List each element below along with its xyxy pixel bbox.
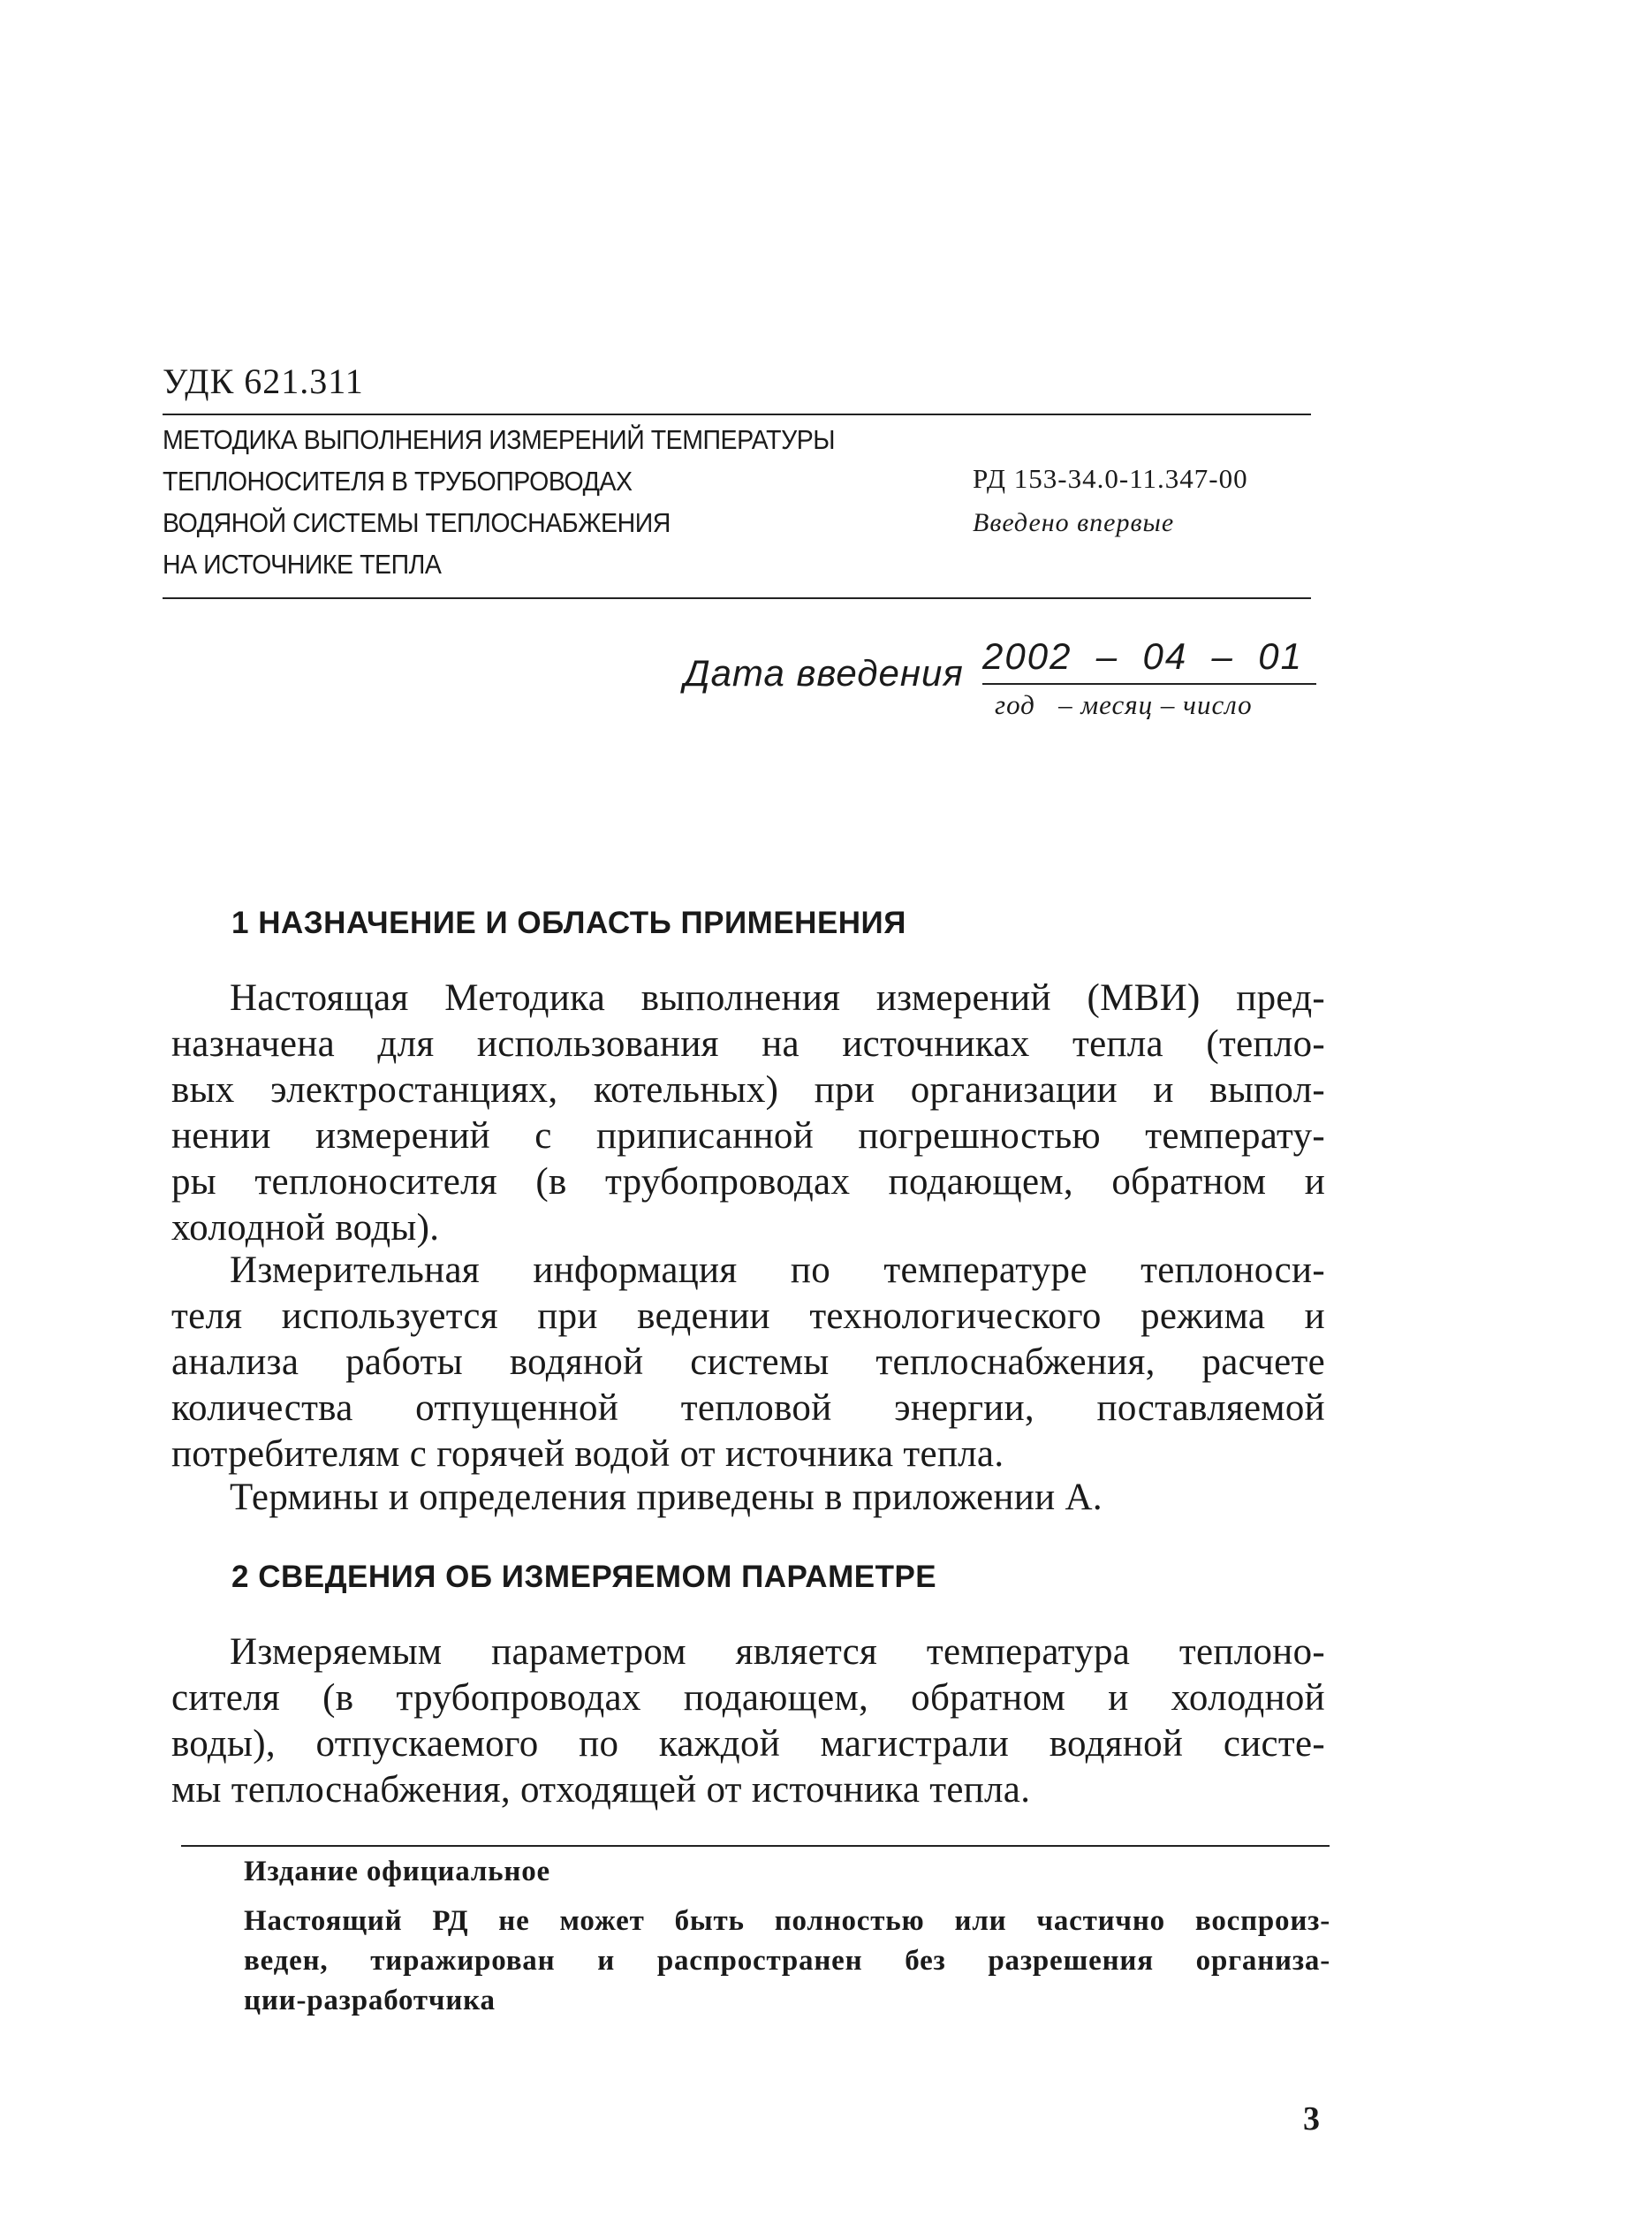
udk-code: УДК 621.311 xyxy=(163,361,364,401)
notice-line: веден, тиражирован и распространен без разрешения организа- xyxy=(244,1945,1330,1977)
paragraph-line: Термины и определения приведены в приложении А. xyxy=(230,1477,1103,1518)
date-caption: год – месяц – число xyxy=(995,689,1253,720)
paragraph-line: Настоящая Методика выполнения измерений (МВИ) пред- xyxy=(230,977,1325,1019)
copyright-notice xyxy=(244,1902,1330,2021)
paragraph-line: потребителям с горячей водой от источника тепла. xyxy=(171,1433,1004,1475)
date-label: Дата введения xyxy=(684,652,964,694)
date-value: 2002 – 04 – 01 xyxy=(982,635,1303,677)
paragraph-line: сителя (в трубопроводах подающем, обратном и холодной xyxy=(171,1677,1325,1719)
notice-line: Настоящий РД не может быть полностью или частично воспроиз- xyxy=(244,1905,1330,1937)
paragraph-line: воды), отпускаемого по каждой магистрали водяной систе- xyxy=(171,1723,1325,1765)
paragraph-line: анализа работы водяной системы теплоснабжения, расчете xyxy=(171,1341,1325,1383)
section-heading: 2 СВЕДЕНИЯ ОБ ИЗМЕРЯЕМОМ ПАРАМЕТРЕ xyxy=(231,1560,937,1594)
edition-label: Издание официальное xyxy=(244,1856,550,1887)
paragraph xyxy=(171,976,1325,1251)
rd-note: Введено впервые xyxy=(973,508,1175,537)
paragraph xyxy=(171,1475,1325,1521)
footnote-rule xyxy=(181,1845,1330,1847)
paragraph-line: теля используется при ведении технологического режима и xyxy=(171,1295,1325,1337)
title-line: ТЕПЛОНОСИТЕЛЯ В ТРУБОПРОВОДАХ xyxy=(163,466,633,497)
rd-code: РД 153-34.0-11.347-00 xyxy=(973,463,1248,494)
section-heading: 1 НАЗНАЧЕНИЕ И ОБЛАСТЬ ПРИМЕНЕНИЯ xyxy=(231,906,906,940)
paragraph xyxy=(171,1248,1325,1477)
paragraph-line: Измерительная информация по температуре теплоноси- xyxy=(230,1249,1325,1291)
paragraph xyxy=(171,1629,1325,1813)
date-fraction-line xyxy=(982,683,1316,685)
paragraph-line: ры теплоносителя (в трубопроводах подающем, обратном и xyxy=(171,1161,1325,1203)
document-title xyxy=(163,419,835,585)
paragraph-line: мы теплоснабжения, отходящей от источника тепла. xyxy=(171,1769,1031,1811)
header-bottom-rule xyxy=(163,597,1311,599)
paragraph-line: нении измерений с приписанной погрешностью температу- xyxy=(171,1115,1325,1157)
page-number: 3 xyxy=(1303,2100,1320,2137)
paragraph-line: назначена для использования на источниках тепла (тепло- xyxy=(171,1023,1325,1065)
paragraph-line: вых электростанциях, котельных) при организации и выпол- xyxy=(171,1069,1325,1111)
header-top-rule xyxy=(163,414,1311,415)
paragraph-line: Измеряемым параметром является температура теплоно- xyxy=(230,1631,1325,1673)
paragraph-line: количества отпущенной тепловой энергии, поставляемой xyxy=(171,1387,1325,1429)
notice-line: ции-разработчика xyxy=(244,1985,496,2016)
title-line: ВОДЯНОЙ СИСТЕМЫ ТЕПЛОСНАБЖЕНИЯ xyxy=(163,507,671,538)
title-line: НА ИСТОЧНИКЕ ТЕПЛА xyxy=(163,549,442,580)
paragraph-line: холодной воды). xyxy=(171,1207,440,1249)
title-line: МЕТОДИКА ВЫПОЛНЕНИЯ ИЗМЕРЕНИЙ ТЕМПЕРАТУРЫ xyxy=(163,424,836,455)
